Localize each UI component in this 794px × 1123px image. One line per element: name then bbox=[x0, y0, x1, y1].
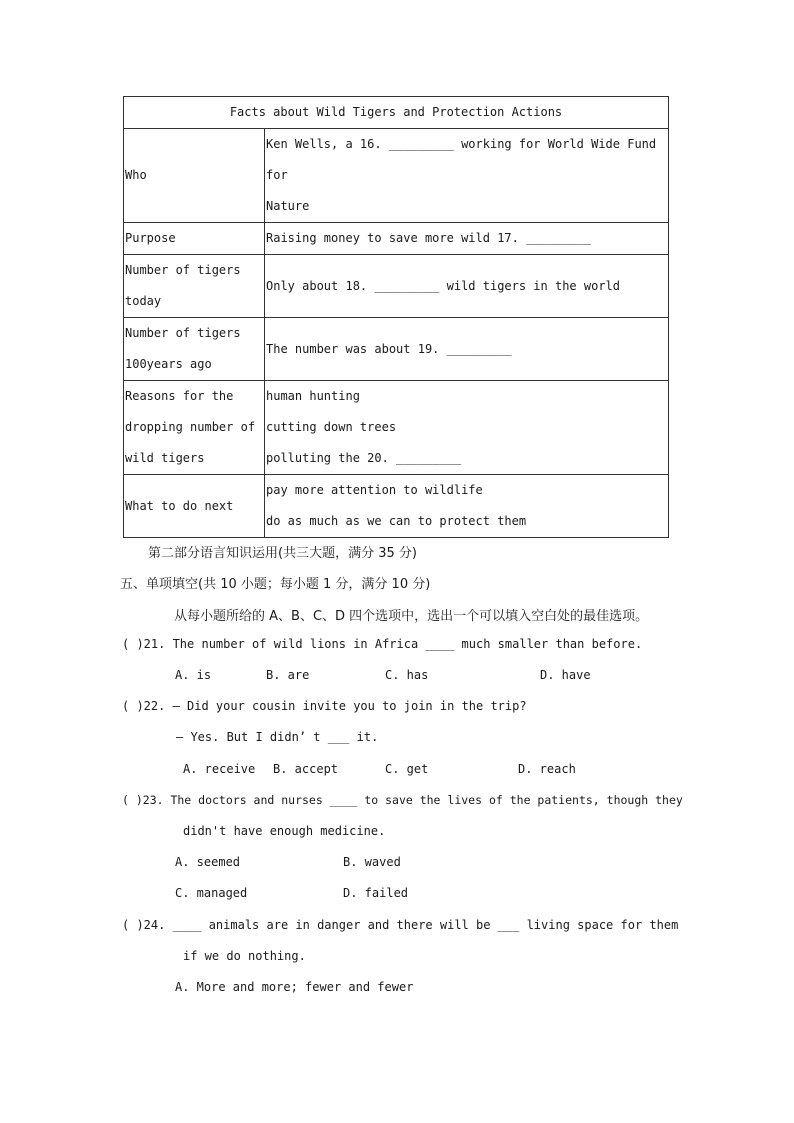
question-22-stem-2: — Yes. But I didn’ t ___ it. bbox=[176, 730, 379, 744]
question-24-stem-2: if we do nothing. bbox=[183, 949, 306, 963]
row-content: Only about 18. _________ wild tigers in the world bbox=[265, 255, 669, 318]
table-row bbox=[124, 129, 669, 223]
row-label: Reasons for the dropping number of wild tigers bbox=[124, 381, 265, 475]
instruction-text: 从每小题所给的 A、B、C、D 四个选项中，选出一个可以填入空白处的最佳选项。 bbox=[174, 609, 649, 624]
row-label: Purpose bbox=[124, 223, 265, 255]
question-23-stem: ( )23. The doctors and nurses ____ to save the lives of the patients, though they bbox=[122, 793, 683, 807]
q24-option-a[interactable]: A. More and more; fewer and fewer bbox=[175, 980, 414, 994]
table-row bbox=[124, 318, 669, 381]
q23-option-a[interactable]: A. seemed bbox=[175, 855, 241, 869]
row-content: Ken Wells, a 16. _________ working for World Wide Fund for Nature bbox=[265, 129, 669, 223]
table-row bbox=[124, 255, 669, 318]
table-row bbox=[124, 223, 669, 255]
q22-option-c[interactable]: C. get bbox=[385, 762, 429, 776]
question-23-stem-2: didn't have enough medicine. bbox=[183, 824, 386, 838]
table-title: Facts about Wild Tigers and Protection Actions bbox=[124, 97, 669, 129]
q21-option-d[interactable]: D. have bbox=[540, 668, 591, 682]
row-label: What to do next bbox=[124, 475, 265, 538]
row-content: human hunting cutting down trees polluting the 20. _________ bbox=[265, 381, 669, 475]
q23-option-b[interactable]: B. waved bbox=[343, 855, 401, 869]
table-row bbox=[124, 381, 669, 475]
part-title: 第二部分语言知识运用(共三大题，满分 35 分) bbox=[148, 546, 417, 561]
question-22-stem: ( )22. — Did your cousin invite you to join in the trip? bbox=[122, 699, 527, 713]
q23-option-c[interactable]: C. managed bbox=[175, 886, 248, 900]
section-heading: 五、单项填空(共 10 小题；每小题 1 分，满分 10 分) bbox=[120, 577, 431, 592]
facts-table bbox=[123, 96, 669, 538]
question-21-stem: ( )21. The number of wild lions in Africa ____ much smaller than before. bbox=[122, 637, 643, 651]
row-content: Raising money to save more wild 17. _________ bbox=[265, 223, 669, 255]
q21-option-c[interactable]: C. has bbox=[385, 668, 429, 682]
q21-option-a[interactable]: A. is bbox=[175, 668, 212, 682]
q22-option-d[interactable]: D. reach bbox=[518, 762, 576, 776]
row-content: pay more attention to wildlife do as much as we can to protect them bbox=[265, 475, 669, 538]
table-row bbox=[124, 475, 669, 538]
row-label: Who bbox=[124, 129, 265, 223]
row-content: The number was about 19. _________ bbox=[265, 318, 669, 381]
q22-option-b[interactable]: B. accept bbox=[273, 762, 339, 776]
q23-option-d[interactable]: D. failed bbox=[343, 886, 409, 900]
q21-option-b[interactable]: B. are bbox=[266, 668, 310, 682]
question-24-stem: ( )24. ____ animals are in danger and there will be ___ living space for them bbox=[122, 918, 679, 932]
row-label: Number of tigers today bbox=[124, 255, 265, 318]
row-label: Number of tigers 100years ago bbox=[124, 318, 265, 381]
q22-option-a[interactable]: A. receive bbox=[183, 762, 256, 776]
